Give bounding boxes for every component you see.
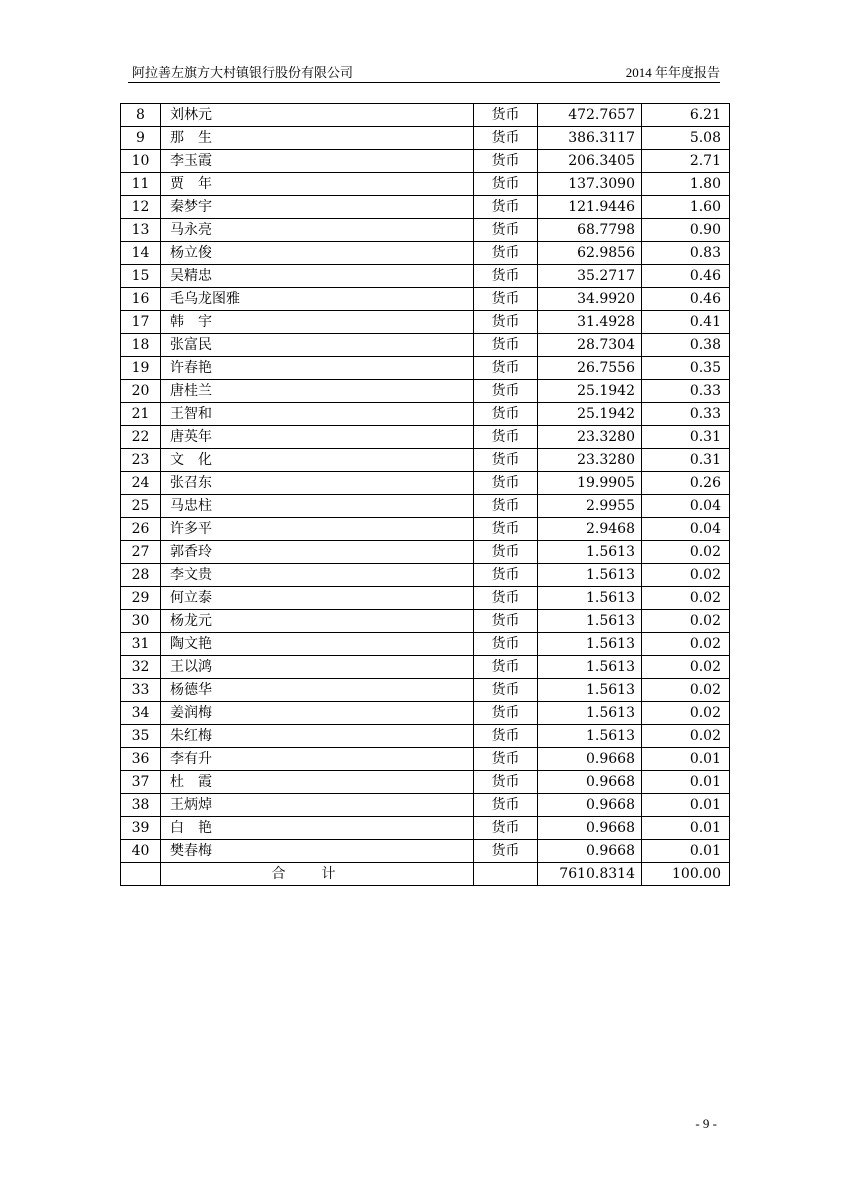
share-percentage: 0.01 — [642, 748, 730, 771]
share-percentage: 5.08 — [642, 127, 730, 150]
bank-name: 阿拉善左旗方大村镇银行股份有限公司 — [132, 65, 354, 80]
table-row — [121, 817, 730, 840]
shareholder-name: 张富民 — [161, 334, 474, 357]
table-row — [121, 495, 730, 518]
contribution-type: 货币 — [474, 311, 538, 334]
contribution-type: 货币 — [474, 127, 538, 150]
contribution-amount: 206.3405 — [538, 150, 642, 173]
shareholder-name: 杜 霞 — [161, 771, 474, 794]
contribution-amount: 31.4928 — [538, 311, 642, 334]
contribution-type: 货币 — [474, 656, 538, 679]
contribution-amount: 1.5613 — [538, 656, 642, 679]
share-percentage: 0.41 — [642, 311, 730, 334]
contribution-type: 货币 — [474, 196, 538, 219]
contribution-amount: 1.5613 — [538, 587, 642, 610]
table-row — [121, 173, 730, 196]
table-row — [121, 610, 730, 633]
row-number: 28 — [121, 564, 161, 587]
shareholder-name: 那 生 — [161, 127, 474, 150]
table-row — [121, 449, 730, 472]
contribution-amount: 1.5613 — [538, 610, 642, 633]
row-number: 36 — [121, 748, 161, 771]
contribution-amount: 26.7556 — [538, 357, 642, 380]
share-percentage: 0.02 — [642, 656, 730, 679]
share-percentage: 0.04 — [642, 518, 730, 541]
row-number: 34 — [121, 702, 161, 725]
shareholder-name: 陶文艳 — [161, 633, 474, 656]
table-row — [121, 104, 730, 127]
share-percentage: 1.80 — [642, 173, 730, 196]
contribution-type: 货币 — [474, 242, 538, 265]
row-number: 14 — [121, 242, 161, 265]
share-percentage: 0.83 — [642, 242, 730, 265]
contribution-amount: 34.9920 — [538, 288, 642, 311]
table-row — [121, 219, 730, 242]
table-row — [121, 702, 730, 725]
contribution-type: 货币 — [474, 495, 538, 518]
shareholder-name: 唐英年 — [161, 426, 474, 449]
table-row — [121, 196, 730, 219]
row-number: 25 — [121, 495, 161, 518]
table-row — [121, 380, 730, 403]
table-row — [121, 771, 730, 794]
contribution-type: 货币 — [474, 725, 538, 748]
total-amount: 7610.8314 — [538, 863, 642, 886]
shareholder-name: 何立泰 — [161, 587, 474, 610]
contribution-amount: 28.7304 — [538, 334, 642, 357]
contribution-type: 货币 — [474, 380, 538, 403]
contribution-amount: 2.9468 — [538, 518, 642, 541]
row-number: 8 — [121, 104, 161, 127]
shareholder-name: 杨德华 — [161, 679, 474, 702]
contribution-type: 货币 — [474, 541, 538, 564]
page-number: - 9 - — [695, 1116, 717, 1131]
share-percentage: 0.01 — [642, 840, 730, 863]
row-number: 23 — [121, 449, 161, 472]
contribution-type: 货币 — [474, 794, 538, 817]
page-header — [128, 60, 720, 83]
shareholder-name: 杨龙元 — [161, 610, 474, 633]
row-number: 26 — [121, 518, 161, 541]
shareholder-name: 马永亮 — [161, 219, 474, 242]
shareholder-name: 李有升 — [161, 748, 474, 771]
contribution-amount: 1.5613 — [538, 725, 642, 748]
shareholder-name: 毛乌龙图雅 — [161, 288, 474, 311]
row-number: 12 — [121, 196, 161, 219]
contribution-type: 货币 — [474, 357, 538, 380]
contribution-amount: 19.9905 — [538, 472, 642, 495]
row-number: 9 — [121, 127, 161, 150]
table-row — [121, 748, 730, 771]
shareholder-name: 许春艳 — [161, 357, 474, 380]
shareholder-name: 唐桂兰 — [161, 380, 474, 403]
shareholder-name: 秦梦宇 — [161, 196, 474, 219]
row-number: 27 — [121, 541, 161, 564]
row-number: 20 — [121, 380, 161, 403]
row-number: 21 — [121, 403, 161, 426]
contribution-amount: 0.9668 — [538, 748, 642, 771]
table-row — [121, 840, 730, 863]
contribution-type: 货币 — [474, 610, 538, 633]
table-row — [121, 150, 730, 173]
shareholder-name: 李文贵 — [161, 564, 474, 587]
report-title: 2014 年年度报告 — [625, 65, 720, 80]
contribution-amount: 62.9856 — [538, 242, 642, 265]
shareholder-name: 吴精忠 — [161, 265, 474, 288]
shareholder-name: 贾 年 — [161, 173, 474, 196]
shareholder-name: 朱红梅 — [161, 725, 474, 748]
table-row — [121, 679, 730, 702]
shareholder-name: 王炳焯 — [161, 794, 474, 817]
shareholder-name: 王智和 — [161, 403, 474, 426]
contribution-amount: 472.7657 — [538, 104, 642, 127]
row-number: 35 — [121, 725, 161, 748]
row-number: 18 — [121, 334, 161, 357]
contribution-type: 货币 — [474, 472, 538, 495]
share-percentage: 0.04 — [642, 495, 730, 518]
share-percentage: 0.46 — [642, 265, 730, 288]
share-percentage: 0.26 — [642, 472, 730, 495]
share-percentage: 0.02 — [642, 725, 730, 748]
total-percentage: 100.00 — [642, 863, 730, 886]
shareholder-table — [120, 103, 730, 886]
shareholder-name: 许多平 — [161, 518, 474, 541]
contribution-type: 货币 — [474, 679, 538, 702]
shareholder-name: 马忠柱 — [161, 495, 474, 518]
row-number: 30 — [121, 610, 161, 633]
total-empty-cell — [121, 863, 161, 886]
share-percentage: 0.31 — [642, 426, 730, 449]
row-number: 33 — [121, 679, 161, 702]
share-percentage: 0.01 — [642, 794, 730, 817]
table-row — [121, 403, 730, 426]
contribution-type: 货币 — [474, 449, 538, 472]
shareholder-name: 白 艳 — [161, 817, 474, 840]
row-number: 17 — [121, 311, 161, 334]
row-number: 16 — [121, 288, 161, 311]
contribution-amount: 25.1942 — [538, 380, 642, 403]
contribution-type: 货币 — [474, 173, 538, 196]
share-percentage: 0.02 — [642, 702, 730, 725]
row-number: 38 — [121, 794, 161, 817]
contribution-type: 货币 — [474, 334, 538, 357]
share-percentage: 0.02 — [642, 610, 730, 633]
table-row — [121, 288, 730, 311]
contribution-amount: 25.1942 — [538, 403, 642, 426]
shareholder-name: 王以鸿 — [161, 656, 474, 679]
contribution-amount: 1.5613 — [538, 702, 642, 725]
table-row — [121, 541, 730, 564]
contribution-amount: 0.9668 — [538, 771, 642, 794]
share-percentage: 2.71 — [642, 150, 730, 173]
table-row — [121, 725, 730, 748]
share-percentage: 0.46 — [642, 288, 730, 311]
contribution-type: 货币 — [474, 840, 538, 863]
row-number: 15 — [121, 265, 161, 288]
contribution-type: 货币 — [474, 633, 538, 656]
shareholder-table-body — [121, 104, 730, 886]
shareholder-name: 姜润梅 — [161, 702, 474, 725]
share-percentage: 0.35 — [642, 357, 730, 380]
contribution-amount: 137.3090 — [538, 173, 642, 196]
contribution-type: 货币 — [474, 219, 538, 242]
share-percentage: 1.60 — [642, 196, 730, 219]
share-percentage: 0.02 — [642, 587, 730, 610]
contribution-amount: 68.7798 — [538, 219, 642, 242]
shareholder-name: 文 化 — [161, 449, 474, 472]
table-row — [121, 311, 730, 334]
contribution-amount: 2.9955 — [538, 495, 642, 518]
table-row — [121, 633, 730, 656]
table-row — [121, 794, 730, 817]
share-percentage: 0.02 — [642, 541, 730, 564]
share-percentage: 0.31 — [642, 449, 730, 472]
row-number: 32 — [121, 656, 161, 679]
total-row — [121, 863, 730, 886]
row-number: 22 — [121, 426, 161, 449]
shareholder-name: 郭香玲 — [161, 541, 474, 564]
contribution-type: 货币 — [474, 518, 538, 541]
row-number: 19 — [121, 357, 161, 380]
contribution-amount: 35.2717 — [538, 265, 642, 288]
contribution-amount: 23.3280 — [538, 449, 642, 472]
share-percentage: 0.33 — [642, 403, 730, 426]
share-percentage: 0.02 — [642, 679, 730, 702]
contribution-amount: 1.5613 — [538, 564, 642, 587]
shareholder-name: 杨立俊 — [161, 242, 474, 265]
contribution-amount: 121.9446 — [538, 196, 642, 219]
row-number: 11 — [121, 173, 161, 196]
contribution-amount: 0.9668 — [538, 794, 642, 817]
total-label: 合计 — [161, 863, 474, 886]
table-row — [121, 472, 730, 495]
share-percentage: 0.33 — [642, 380, 730, 403]
contribution-type: 货币 — [474, 587, 538, 610]
table-row — [121, 127, 730, 150]
contribution-type: 货币 — [474, 771, 538, 794]
share-percentage: 0.02 — [642, 564, 730, 587]
table-row — [121, 656, 730, 679]
contribution-type: 货币 — [474, 426, 538, 449]
shareholder-name: 刘林元 — [161, 104, 474, 127]
row-number: 24 — [121, 472, 161, 495]
contribution-amount: 1.5613 — [538, 541, 642, 564]
shareholder-name: 张召东 — [161, 472, 474, 495]
contribution-type: 货币 — [474, 817, 538, 840]
contribution-type: 货币 — [474, 702, 538, 725]
contribution-type: 货币 — [474, 403, 538, 426]
share-percentage: 0.02 — [642, 633, 730, 656]
share-percentage: 6.21 — [642, 104, 730, 127]
contribution-type: 货币 — [474, 748, 538, 771]
table-row — [121, 426, 730, 449]
share-percentage: 0.90 — [642, 219, 730, 242]
row-number: 31 — [121, 633, 161, 656]
contribution-amount: 23.3280 — [538, 426, 642, 449]
contribution-amount: 386.3117 — [538, 127, 642, 150]
table-row — [121, 265, 730, 288]
table-row — [121, 242, 730, 265]
table-row — [121, 587, 730, 610]
table-row — [121, 564, 730, 587]
row-number: 40 — [121, 840, 161, 863]
contribution-amount: 0.9668 — [538, 840, 642, 863]
contribution-amount: 1.5613 — [538, 679, 642, 702]
contribution-amount: 0.9668 — [538, 817, 642, 840]
row-number: 37 — [121, 771, 161, 794]
row-number: 39 — [121, 817, 161, 840]
shareholder-name: 韩 宇 — [161, 311, 474, 334]
table-row — [121, 357, 730, 380]
share-percentage: 0.38 — [642, 334, 730, 357]
table-row — [121, 334, 730, 357]
contribution-type: 货币 — [474, 564, 538, 587]
share-percentage: 0.01 — [642, 817, 730, 840]
shareholder-name: 樊春梅 — [161, 840, 474, 863]
row-number: 29 — [121, 587, 161, 610]
table-row — [121, 518, 730, 541]
shareholder-name: 李玉霞 — [161, 150, 474, 173]
row-number: 10 — [121, 150, 161, 173]
share-percentage: 0.01 — [642, 771, 730, 794]
total-empty-type-cell — [474, 863, 538, 886]
contribution-type: 货币 — [474, 104, 538, 127]
row-number: 13 — [121, 219, 161, 242]
contribution-type: 货币 — [474, 288, 538, 311]
contribution-type: 货币 — [474, 265, 538, 288]
contribution-amount: 1.5613 — [538, 633, 642, 656]
contribution-type: 货币 — [474, 150, 538, 173]
